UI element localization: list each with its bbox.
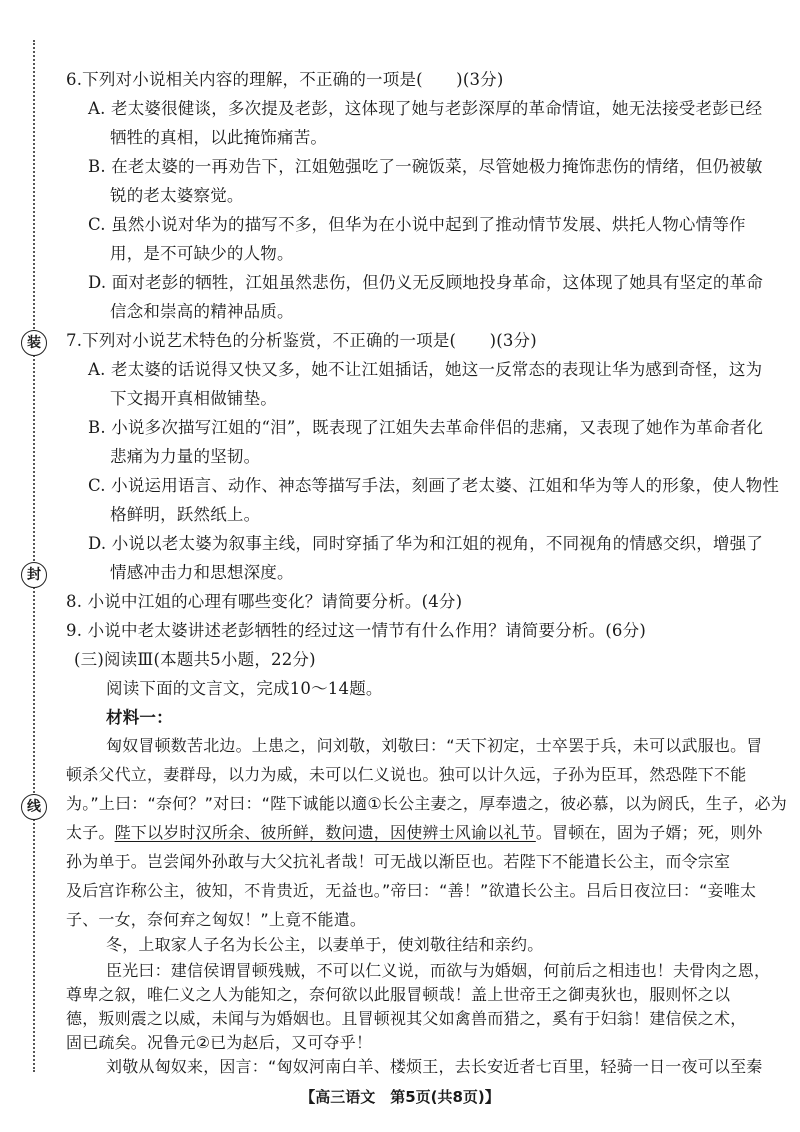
classical-line: 子、一女，奈何弃之匈奴！”上竟不能遣。 [66,910,367,929]
section3-instruction: 阅读下面的文言文，完成10～14题。 [106,679,383,698]
underlined-sentence: 陛下以岁时汉所余、彼所鲜，数问遗，因使辨士风谕以礼节 [114,823,536,842]
classical-line: 匈奴冒顿数苦北边。上患之，问刘敬，刘敬曰：“天下初定，士卒罢于兵，未可以武服也。冒 [106,736,763,755]
q7-option-a: A. 老太婆的话说得又快又多，她不让江姐插话，她这一反常态的表现让华为感到奇怪，这为 [88,360,763,379]
binding-mark-feng: 封 [21,562,47,588]
page-footer: 【高三语文 第5页(共8页)】 [300,1088,500,1106]
q6-option-a-cont: 牺牲的真相，以此掩饰痛苦。 [110,128,328,147]
classical-line: 固已疏矣。况鲁元②已为赵后，又可夺乎！ [66,1033,373,1052]
q8: 8. 小说中江姐的心理有哪些变化？请简要分析。(4分) [66,592,463,611]
q7-stem: 7.下列对小说艺术特色的分析鉴赏，不正确的一项是( )(3分) [66,331,537,350]
classical-line-mixed [66,820,763,843]
section3-title: (三)阅读Ⅲ(本题共5小题，22分) [74,650,316,669]
classical-line: 尊卑之叙，唯仁义之人为能知之，奈何欲以此服冒顿哉！盖上世帝王之御夷狄也，服则怀之以 [66,985,731,1004]
q6-option-c-cont: 用，是不可缺少的人物。 [110,244,294,263]
q7-option-a-cont: 下文揭开真相做铺垫。 [110,389,277,408]
q6-option-c: C. 虽然小说对华为的描写不多，但华为在小说中起到了推动情节发展、烘托人物心情等作 [88,215,746,234]
q7-option-d-cont: 情感冲击力和思想深度。 [110,563,294,582]
q6-option-b-cont: 锐的老太婆察觉。 [110,186,244,205]
classical-text: 太子。 [66,823,115,842]
binding-mark-xian: 线 [21,794,47,820]
classical-line: 孙为单于。岂尝闻外孙敢与大父抗礼者哉！可无战以渐臣也。若陛下不能遣长公主，而令宗室 [66,852,731,871]
classical-line: 刘敬从匈奴来，因言：“匈奴河南白羊、楼烦王，去长安近者七百里，轻骑一日一夜可以至秦 [106,1057,763,1076]
binding-line [33,40,35,1072]
q6-option-b: B. 在老太婆的一再劝告下，江姐勉强吃了一碗饭菜，尽管她极力掩饰悲伤的情绪，但仍被敏 [88,157,763,176]
material1-label: 材料一： [106,708,173,727]
classical-line: 臣光曰：建信侯谓冒顿残贼，不可以仁义说，而欲与为婚姻，何前后之相违也！夫骨肉之恩， [106,961,771,980]
q6-option-a: A. 老太婆很健谈，多次提及老彭，这体现了她与老彭深厚的革命情谊，她无法接受老彭已经 [88,99,763,118]
q7-option-b: B. 小说多次描写江姐的“泪”，既表现了江姐失去革命伴侣的悲痛，又表现了她作为革命者化 [88,418,764,437]
binding-mark-zhuang: 装 [21,330,47,356]
classical-line: 及后宫诈称公主，彼知，不肯贵近，无益也。”帝曰：“善！”欲遣长公主。吕后日夜泣曰：“妾唯太 [66,881,757,900]
q7-option-c-cont: 格鲜明，跃然纸上。 [110,505,261,524]
q7-option-b-cont: 悲痛为力量的坚韧。 [110,447,261,466]
q7-option-d: D. 小说以老太婆为叙事主线，同时穿插了华为和江姐的视角，不同视角的情感交织，增强了 [88,534,764,553]
classical-line: 为。”上曰：“奈何？”对曰：“陛下诚能以適①长公主妻之，厚奉遗之，彼必慕，以为阏氏，生子，必为 [66,794,787,813]
q9: 9. 小说中老太婆讲述老彭牺牲的经过这一情节有什么作用？请简要分析。(6分) [66,621,646,640]
classical-line: 冬，上取家人子名为长公主，以妻单于，使刘敬往结和亲约。 [106,935,544,954]
q7-option-c: C. 小说运用语言、动作、神态等描写手法，刻画了老太婆、江姐和华为等人的形象，使人物性 [88,476,780,495]
classical-text: 。冒顿在，固为子婿；死，则外 [535,823,763,842]
classical-line: 德，叛则震之以威，未闻与为婚姻也。且冒顿视其父如禽兽而猎之，奚有于妇翁！建信侯之术， [66,1009,747,1028]
q6-stem: 6.下列对小说相关内容的理解，不正确的一项是( )(3分) [66,70,504,89]
q6-option-d: D. 面对老彭的牺牲，江姐虽然悲伤，但仍义无反顾地投身革命，这体现了她具有坚定的革命 [88,273,764,292]
q6-option-d-cont: 信念和崇高的精神品质。 [110,302,294,321]
classical-line: 顿杀父代立，妻群母，以力为威，未可以仁义说也。独可以计久远，子孙为臣耳，然恐陛下不能 [66,765,747,784]
